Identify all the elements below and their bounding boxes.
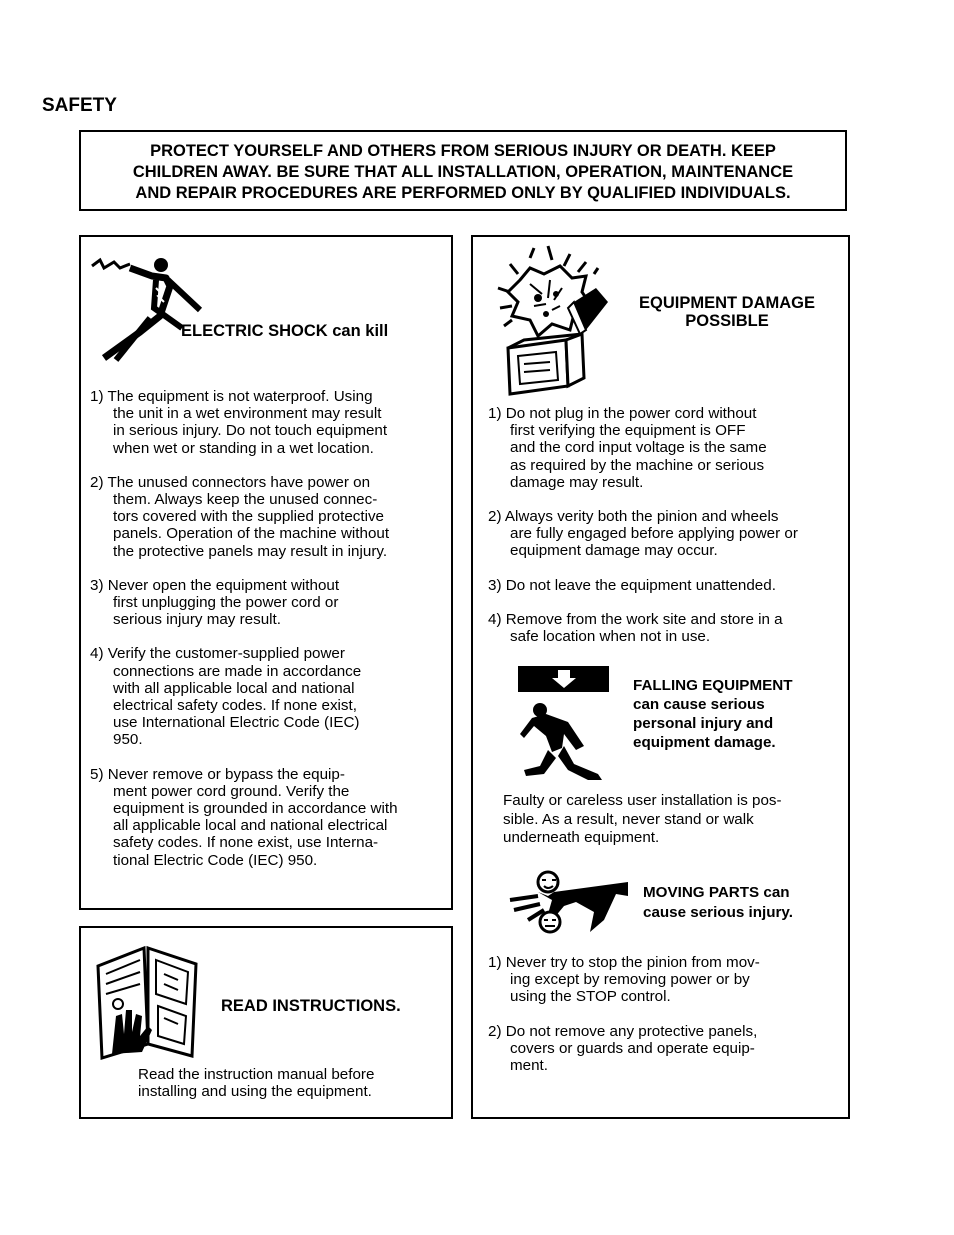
list-item: 3) Never open the equipment without first unplugging the power cord or serious injury may result. (90, 576, 340, 629)
read-instructions-title: READ INSTRUCTIONS. (221, 997, 401, 1015)
list-item: 2) Always verity both the pinion and wheels are fully engaged before applying power or equipment damage may occur. (488, 508, 798, 560)
list-item: 4) Verify the customer-supplied power connections are made in accordance with all applicable local and national electrical safety codes. If none exist, use International Electric Code (IEC) 950. (90, 645, 362, 749)
exploding-equipment-icon (490, 244, 612, 396)
warning-line: AND REPAIR PROCEDURES ARE PERFORMED ONLY BY QUALIFIED INDIVIDUALS. (135, 184, 791, 202)
electric-shock-title: ELECTRIC SHOCK can kill (181, 322, 389, 340)
list-item: 2) The unused connectors have power on them. Always keep the unused connec- tors covered with the supplied protective panels. Operation of the machine without the protective panels may result in injury. (90, 473, 390, 560)
falling-equipment-icon (518, 666, 612, 782)
list-item: 5) Never remove or bypass the equip- ment power cord ground. Verify the equipment is grounded in accordance with all applicable local and national electrical safety codes. If none exist, use Interna- tional Electric Code (IEC) 950. (90, 765, 398, 869)
list-item: 1) Do not plug in the power cord without first verifying the equipment is OFF and the cord input voltage is the same as required by the machine or serious damage may result. (488, 405, 767, 491)
electric-shock-list (90, 388, 398, 869)
page-heading: SAFETY (42, 95, 117, 116)
equipment-damage-list (488, 405, 798, 645)
equipment-damage-title: EQUIPMENT DAMAGE POSSIBLE (638, 294, 815, 330)
warning-line: CHILDREN AWAY. BE SURE THAT ALL INSTALLATION, OPERATION, MAINTENANCE (132, 163, 794, 181)
falling-equipment-title: FALLING EQUIPMENT can cause serious personal injury and equipment damage. (633, 677, 793, 751)
moving-parts-title: MOVING PARTS can cause serious injury. (643, 884, 793, 921)
list-item: 4) Remove from the work site and store in a safe location when not in use. (488, 610, 783, 646)
falling-equipment-text: Faulty or careless user installation is pos- sible. As a result, never stand or walk underneath equipment. (503, 792, 782, 846)
list-item: 1) Never try to stop the pinion from mov- ing except by removing power or by using the STOP control. (488, 954, 760, 1006)
list-item: 1) The equipment is not waterproof. Using the unit in a wet environment may result in serious injury. Do not touch equipment when wet or standing in a wet location. (90, 388, 388, 457)
warning-box (79, 130, 847, 211)
read-instructions-text: Read the instruction manual before installing and using the equipment. (138, 1066, 375, 1101)
list-item: 2) Do not remove any protective panels, covers or guards and operate equip- ment. (488, 1022, 758, 1075)
moving-parts-icon (508, 870, 632, 940)
instruction-manual-icon (92, 944, 202, 1060)
warning-line: PROTECT YOURSELF AND OTHERS FROM SERIOUS INJURY OR DEATH. KEEP (150, 142, 776, 160)
moving-parts-list (488, 954, 760, 1074)
electric-shock-icon (90, 252, 205, 364)
list-item: 3) Do not leave the equipment unattended. (488, 576, 776, 594)
